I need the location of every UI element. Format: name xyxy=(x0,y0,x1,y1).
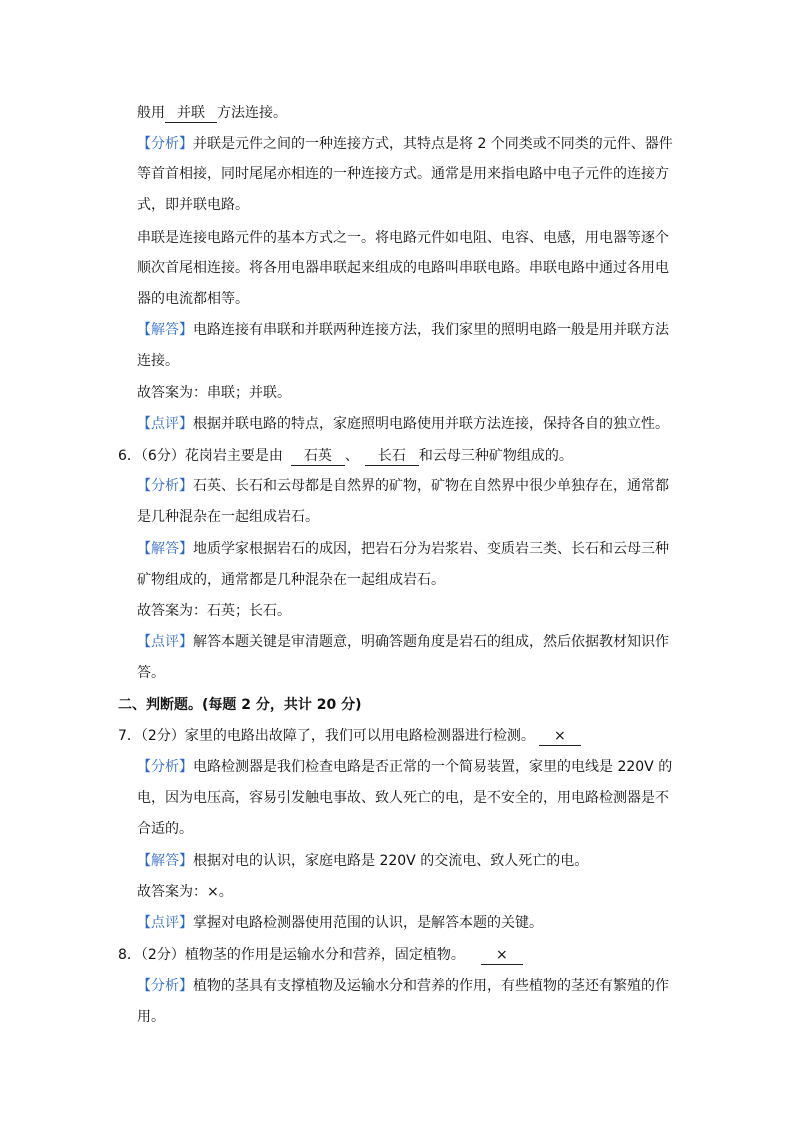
section-heading: 二、判断题。(每题 2 分，共计 20 分) xyxy=(118,697,362,713)
analysis-tag: 【分析】 xyxy=(137,978,193,994)
q8-analysis-line-1: 植物的茎具有支撑植物及运输水分和营养的作用，有些植物的茎还有繁殖的作 xyxy=(193,978,669,994)
q7-stem-text: 家里的电路出故障了，我们可以用电路检测器进行检测。 xyxy=(184,728,535,744)
q6-analysis-line-1: 石英、长石和云母都是自然界的矿物，矿物在自然界中很少单独存在，通常都 xyxy=(193,478,669,494)
q5-analysis-line-6: 器的电流都相等。 xyxy=(137,291,249,307)
q6-stem-prefix: 花岗岩主要是由 xyxy=(184,448,283,464)
q5-analysis xyxy=(137,134,673,154)
q5-comment xyxy=(137,414,669,434)
q7-analysis xyxy=(137,757,672,777)
q5-comment-line-1: 根据并联电路的特点，家庭照明电路使用并联方法连接，保持各自的独立性。 xyxy=(193,416,669,432)
q5-answer-summary: 故答案为：串联；并联。 xyxy=(137,385,291,401)
solution-tag: 【解答】 xyxy=(137,541,193,557)
comment-tag: 【点评】 xyxy=(137,915,193,931)
q6-solution xyxy=(137,539,669,559)
q7-answer-summary: 故答案为：×。 xyxy=(137,884,233,900)
q7-solution xyxy=(137,851,588,871)
q8-analysis xyxy=(137,976,669,996)
q7-answer-blank: × xyxy=(539,727,581,746)
q6-blank-2: 长石 xyxy=(365,447,419,466)
comment-tag: 【点评】 xyxy=(137,416,193,432)
q6-number: 6． xyxy=(118,448,141,464)
q8-stem xyxy=(118,945,523,965)
q8-score: （2分） xyxy=(140,947,185,963)
q8-answer-blank: × xyxy=(481,946,523,965)
q6-comment xyxy=(137,632,669,652)
q6-analysis xyxy=(137,476,669,496)
q5-solution-line-2: 连接。 xyxy=(137,353,179,369)
q6-separator: 、 xyxy=(344,448,359,464)
q6-answer-summary: 故答案为：石英；长石。 xyxy=(137,603,291,619)
q5-analysis-line-1: 并联是元件之间的一种连接方式，其特点是将 2 个同类或不同类的元件、器件 xyxy=(193,136,673,152)
analysis-tag: 【分析】 xyxy=(137,759,193,775)
q6-comment-line-1: 解答本题关键是审清题意，明确答题角度是岩石的组成，然后依据教材知识作 xyxy=(193,634,669,650)
solution-tag: 【解答】 xyxy=(137,322,193,338)
comment-tag: 【点评】 xyxy=(137,634,193,650)
analysis-tag: 【分析】 xyxy=(137,478,193,494)
q5-analysis-line-3: 式，即并联电路。 xyxy=(137,197,249,213)
q7-analysis-line-2: 电，因为电压高，容易引发触电事故、致人死亡的电，是不安全的，用电路检测器是不 xyxy=(137,790,669,806)
q8-analysis-line-2: 用。 xyxy=(137,1009,165,1025)
q5-analysis-line-4: 串联是连接电路元件的基本方式之一。将电路元件如电阻、电容、电感，用电器等逐个 xyxy=(137,230,669,246)
q7-score: （2分） xyxy=(140,728,185,744)
q6-score: （6分） xyxy=(140,448,185,464)
q5-answer-line xyxy=(137,103,287,123)
q7-number: 7． xyxy=(118,728,141,744)
q6-solution-line-2: 矿物组成的，通常都是几种混杂在一起组成岩石。 xyxy=(137,572,445,588)
q5-prefix: 般用 xyxy=(137,105,165,121)
q5-analysis-line-5: 顺次首尾相连接。将各用电器串联起来组成的电路叫串联电路。串联电路中通过各用电 xyxy=(137,260,669,276)
q6-solution-line-1: 地质学家根据岩石的成因，把岩石分为岩浆岩、变质岩三类、长石和云母三种 xyxy=(193,541,669,557)
solution-tag: 【解答】 xyxy=(137,853,193,869)
q5-analysis-line-2: 等首首相接，同时尾尾亦相连的一种连接方式。通常是用来指电路中电子元件的连接方 xyxy=(137,166,669,182)
q7-comment xyxy=(137,913,543,933)
q6-analysis-line-2: 是几种混杂在一起组成岩石。 xyxy=(137,509,319,525)
q6-blank-1: 石英 xyxy=(291,447,345,466)
q6-comment-line-2: 答。 xyxy=(137,665,165,681)
q6-stem-suffix: 和云母三种矿物组成的。 xyxy=(418,448,573,464)
q5-answer-blank: 并联 xyxy=(165,104,217,123)
q7-solution-line-1: 根据对电的认识，家庭电路是 220V 的交流电、致人死亡的电。 xyxy=(193,853,589,869)
q5-solution-line-1: 电路连接有串联和并联两种连接方法，我们家里的照明电路一般是用并联方法 xyxy=(193,322,669,338)
q8-number: 8． xyxy=(118,947,141,963)
q7-stem xyxy=(118,726,581,746)
q5-solution xyxy=(137,320,669,340)
q6-stem xyxy=(118,446,573,466)
q5-suffix: 方法连接。 xyxy=(217,105,287,121)
q7-analysis-line-1: 电路检测器是我们检查电路是否正常的一个简易装置，家里的电线是 220V 的 xyxy=(193,759,673,775)
q7-comment-line-1: 掌握对电路检测器使用范围的认识，是解答本题的关键。 xyxy=(193,915,543,931)
analysis-tag: 【分析】 xyxy=(137,136,193,152)
q8-stem-text: 植物茎的作用是运输水分和营养，固定植物。 xyxy=(184,947,465,963)
q7-analysis-line-3: 合适的。 xyxy=(137,821,193,837)
